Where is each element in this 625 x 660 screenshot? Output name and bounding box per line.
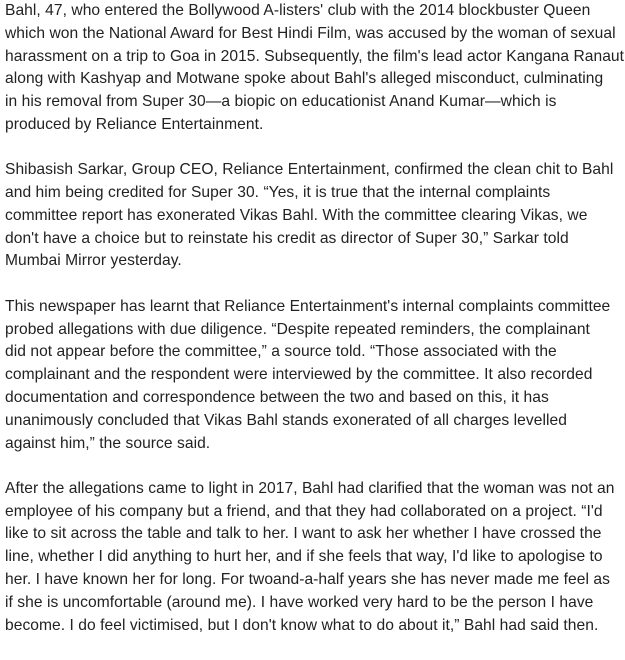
text-line: Shibasish Sarkar, Group CEO, Reliance Entertainment, confirmed the clean chit to Bahl [5,161,614,179]
text-line: her. I have known her for long. For twoand-a-half years she has never made me feel as [5,571,610,589]
text-line: documentation and correspondence between the two and based on this, it has [5,388,549,406]
text-line: unanimously concluded that Vikas Bahl stands exonerated of all charges levelled [5,411,567,429]
text-line: line, whether I did anything to hurt her, and if she feels that way, I'd like to apologise to [5,548,603,566]
paragraph-4 [5,478,625,638]
paragraph-2 [5,159,625,273]
text-line: probed allegations with due diligence. “Despite repeated reminders, the complainant [5,320,590,338]
text-line: become. I do feel victimised, but I don't know what to do about it,” Bahl had said then. [5,616,599,634]
text-line: like to sit across the table and talk to her. I want to ask her whether I have crossed the [5,525,602,543]
text-line: did not appear before the committee,” a source told. “Those associated with the [5,343,557,361]
text-line: produced by Reliance Entertainment. [5,115,264,133]
text-line: harassment on a trip to Goa in 2015. Subsequently, the film's lead actor Kangana Ranaut [5,47,625,65]
text-line: don't have a choice but to reinstate his credit as director of Super 30,” Sarkar told [5,229,569,247]
text-line: committee report has exonerated Vikas Bahl. With the committee clearing Vikas, we [5,206,588,224]
text-line: Bahl, 47, who entered the Bollywood A-listers' club with the 2014 blockbuster Queen [5,2,591,19]
text-line: complainant and the respondent were interviewed by the committee. It also recorded [5,366,593,384]
text-line: in his removal from Super 30—a biopic on educationist Anand Kumar—which is [5,93,557,111]
text-line: if she is uncomfortable (around me). I have worked very hard to be the person I have [5,593,594,611]
paragraph-1 [5,0,625,137]
article-body [5,0,625,660]
paragraph-3 [5,296,625,456]
text-line: This newspaper has learnt that Reliance Entertainment's internal complaints committee [5,297,611,315]
text-line: which won the National Award for Best Hindi Film, was accused by the woman of sexual [5,24,616,42]
text-line: against him,” the source said. [5,434,211,452]
text-line: employee of his company but a friend, and that they had collaborated on a project. “I'd [5,502,603,520]
text-line: After the allegations came to light in 2017, Bahl had clarified that the woman was not an [5,479,615,497]
text-line: Mumbai Mirror yesterday. [5,252,182,270]
text-line: and him being credited for Super 30. “Yes, it is true that the internal complaints [5,184,551,202]
text-line: along with Kashyap and Motwane spoke about Bahl's alleged misconduct, culminating [5,70,604,88]
